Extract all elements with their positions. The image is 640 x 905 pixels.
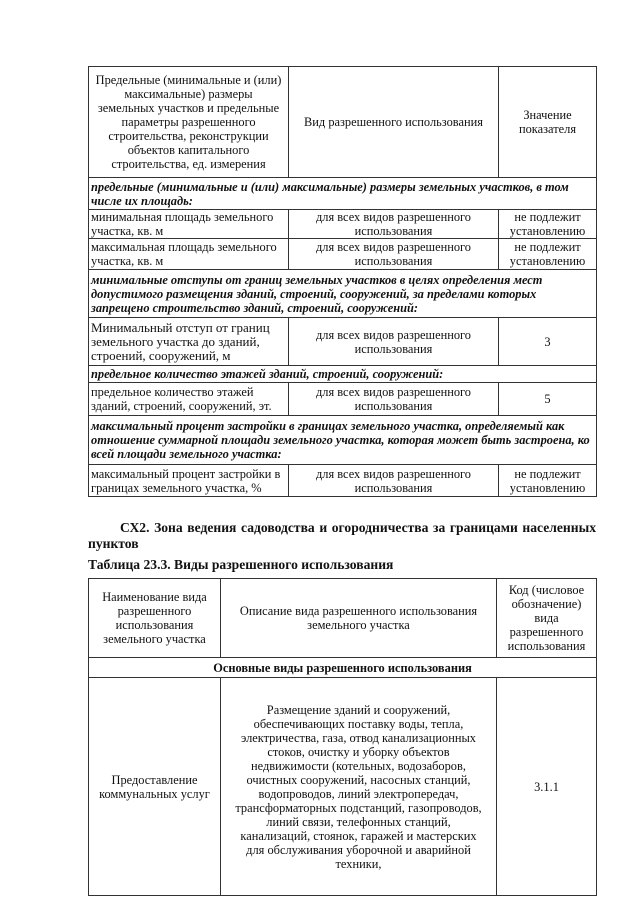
section-row bbox=[89, 178, 597, 210]
use-cell: для всех видов разрешенного использования bbox=[289, 239, 499, 270]
zone-heading: СХ2. Зона ведения садоводства и огородничества за границами населенных пунктов bbox=[88, 520, 596, 551]
section-title: предельные (минимальные и (или) максимальные) размеры земельных участков, в том числе их площадь: bbox=[89, 178, 597, 210]
value-cell: 3 bbox=[499, 318, 597, 366]
table-row bbox=[89, 318, 597, 366]
table-row bbox=[89, 210, 597, 239]
section-title: минимальные отступы от границ земельных участков в целях определения мест допустимого размещения зданий, строений, сооружений, за пределами которых запрещено строительство зданий, строений, сооружений: bbox=[89, 270, 597, 318]
header-value: Значение показателя bbox=[499, 67, 597, 178]
section-title: максимальный процент застройки в границах земельного участка, определяемый как отношение суммарной площади земельного участка, которая может быть застроена, ко всей площади земельного участка: bbox=[89, 416, 597, 465]
param-cell: минимальная площадь земельного участка, кв. м bbox=[89, 210, 289, 239]
value-cell: не подлежит установлению bbox=[499, 210, 597, 239]
param-cell: предельное количество этажей зданий, строений, сооружений, эт. bbox=[89, 383, 289, 416]
header-param: Предельные (минимальные и (или) максимальные) размеры земельных участков и предельные параметры разрешенного строительства, реконструкции объектов капитального строительства, ед. измерения bbox=[89, 67, 289, 178]
permitted-uses-table bbox=[88, 578, 597, 896]
table-header-row bbox=[89, 67, 597, 178]
desc-cell: Размещение зданий и сооружений, обеспечивающих поставку воды, тепла, электричества, газа, отвод канализационных стоков, очистку и уборку объектов недвижимости (котельных, водозаборов, очистных сооружений, насосных станций, водопроводов, линий электропередач, трансформаторных подстанций, газопроводов, линий связи, телефонных станций, канализаций, стоянок, гаражей и мастерских для обслуживания уборочной и аварийной техники, bbox=[221, 678, 497, 896]
param-cell: Минимальный отступ от границ земельного участка до зданий, строений, сооружений, м bbox=[89, 318, 289, 366]
section-row bbox=[89, 366, 597, 383]
use-cell: для всех видов разрешенного использования bbox=[289, 318, 499, 366]
code-cell: 3.1.1 bbox=[497, 678, 597, 896]
section-row bbox=[89, 416, 597, 465]
header-desc: Описание вида разрешенного использования земельного участка bbox=[221, 579, 497, 658]
value-cell: не подлежит установлению bbox=[499, 465, 597, 497]
table-caption: Таблица 23.3. Виды разрешенного использования bbox=[88, 557, 394, 572]
table-row bbox=[89, 465, 597, 497]
use-cell: для всех видов разрешенного использования bbox=[289, 383, 499, 416]
header-use: Вид разрешенного использования bbox=[289, 67, 499, 178]
param-cell: максимальный процент застройки в границах земельного участка, % bbox=[89, 465, 289, 497]
section-title: предельное количество этажей зданий, строений, сооружений: bbox=[89, 366, 597, 383]
value-cell: 5 bbox=[499, 383, 597, 416]
section-row bbox=[89, 658, 597, 678]
header-name: Наименование вида разрешенного использования земельного участка bbox=[89, 579, 221, 658]
param-cell: максимальная площадь земельного участка, кв. м bbox=[89, 239, 289, 270]
value-cell: не подлежит установлению bbox=[499, 239, 597, 270]
name-cell: Предоставление коммунальных услуг bbox=[89, 678, 221, 896]
use-cell: для всех видов разрешенного использования bbox=[289, 210, 499, 239]
parameters-table bbox=[88, 66, 597, 497]
table-header-row bbox=[89, 579, 597, 658]
table-row bbox=[89, 239, 597, 270]
header-code: Код (числовое обозначение) вида разрешенного использования bbox=[497, 579, 597, 658]
table-row bbox=[89, 678, 597, 896]
table-row bbox=[89, 383, 597, 416]
section-row bbox=[89, 270, 597, 318]
use-cell: для всех видов разрешенного использования bbox=[289, 465, 499, 497]
section-title: Основные виды разрешенного использования bbox=[89, 658, 597, 678]
